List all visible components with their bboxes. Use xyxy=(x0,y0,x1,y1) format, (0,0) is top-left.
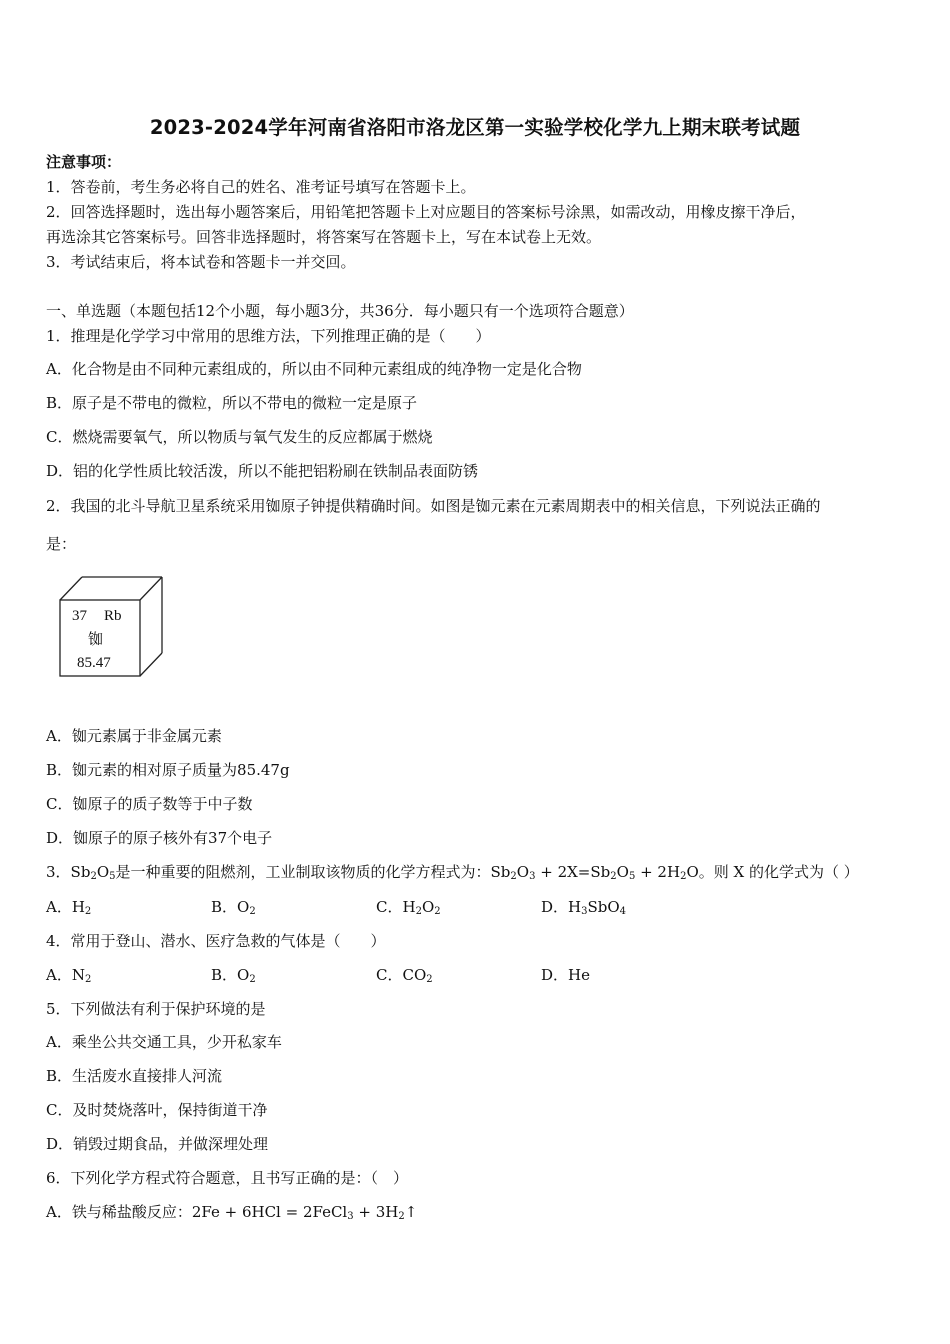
q1-option-c: C．燃烧需要氧气，所以物质与氧气发生的反应都属于燃烧 xyxy=(46,428,433,446)
q3-option-d: D．$H_3SbO_4$ xyxy=(541,898,627,917)
q5-option-c: C．及时焚烧落叶，保持街道干净 xyxy=(46,1101,268,1119)
q1-option-b: B．原子是不带电的微粒，所以不带电的微粒一定是原子 xyxy=(46,394,418,412)
q3-option-a: A．$H_2$ xyxy=(46,898,92,917)
element-tile-figure xyxy=(56,574,168,680)
q1-option-d: D．铝的化学性质比较活泼，所以不能把铝粉刷在铁制品表面防锈 xyxy=(46,462,479,480)
q3-stem: 3．$Sb_2O_5$是一种重要的阻燃剂，工业制取该物质的化学方程式为：$Sb_2O_3 + 2X=Sb_2O_5 + 2H_2O$。则 X 的化学式为（ ） xyxy=(46,863,859,882)
q1-option-a: A．化合物是由不同种元素组成的，所以由不同种元素组成的纯净物一定是化合物 xyxy=(46,360,582,378)
q2-stem-cont: 是： xyxy=(46,535,77,553)
q3-option-b: B．$O_2$ xyxy=(211,898,256,917)
notice-item-1: 1．答卷前，考生务必将自己的姓名、准考证号填写在答题卡上。 xyxy=(46,178,476,196)
q4-stem: 4．常用于登山、潜水、医疗急救的气体是（ ） xyxy=(46,932,386,950)
element-mass: 85.47 xyxy=(77,655,111,671)
q5-option-d: D．销毁过期食品，并做深埋处理 xyxy=(46,1135,269,1153)
q2-option-c: C．铷原子的质子数等于中子数 xyxy=(46,795,253,813)
q5-stem: 5．下列做法有利于保护环境的是 xyxy=(46,1000,266,1018)
q2-option-a: A．铷元素属于非金属元素 xyxy=(46,727,222,745)
q4-option-b: B．$O_2$ xyxy=(211,966,256,985)
section-heading: 一、单选题（本题包括12个小题，每小题3分，共36分．每小题只有一个选项符合题意） xyxy=(46,302,634,320)
q6-option-a: A．铁与稀盐酸反应：2Fe + 6HCl = 2FeCl$_3$ + $3H_2↑$ xyxy=(46,1203,418,1222)
element-name: 铷 xyxy=(88,632,104,648)
q4-option-c: C．$CO_2$ xyxy=(376,966,433,985)
notice-heading: 注意事项： xyxy=(46,153,122,171)
notice-item-2-cont: 再选涂其它答案标号。回答非选择题时，将答案写在答题卡上，写在本试卷上无效。 xyxy=(46,228,602,246)
notice-item-2: 2．回答选择题时，选出每小题答案后，用铅笔把答题卡上对应题目的答案标号涂黑，如需改动，用橡皮擦干净后， xyxy=(46,203,806,221)
q2-stem: 2．我国的北斗导航卫星系统采用铷原子钟提供精确时间。如图是铷元素在元素周期表中的相关信息，下列说法正确的 xyxy=(46,497,821,515)
q6-stem: 6．下列化学方程式符合题意，且书写正确的是：（ ） xyxy=(46,1169,409,1187)
q4-option-a: A．$N_2$ xyxy=(46,966,92,985)
q4-option-d: D．He xyxy=(541,966,590,984)
q3-option-c: C．$H_2O_2$ xyxy=(376,898,441,917)
q1-stem: 1．推理是化学学习中常用的思维方法，下列推理正确的是（ ） xyxy=(46,327,491,345)
q5-option-b: B．生活废水直接排人河流 xyxy=(46,1067,223,1085)
q2-option-b: B．铷元素的相对原子质量为85.47g xyxy=(46,761,290,779)
element-symbol: Rb xyxy=(104,608,122,624)
page-title: 2023-2024学年河南省洛阳市洛龙区第一实验学校化学九上期末联考试题 xyxy=(149,116,801,139)
q2-option-d: D．铷原子的原子核外有37个电子 xyxy=(46,829,273,847)
notice-item-3: 3．考试结束后，将本试卷和答题卡一并交回。 xyxy=(46,253,356,271)
q5-option-a: A．乘坐公共交通工具，少开私家车 xyxy=(46,1033,282,1051)
element-number: 37 xyxy=(72,608,87,624)
